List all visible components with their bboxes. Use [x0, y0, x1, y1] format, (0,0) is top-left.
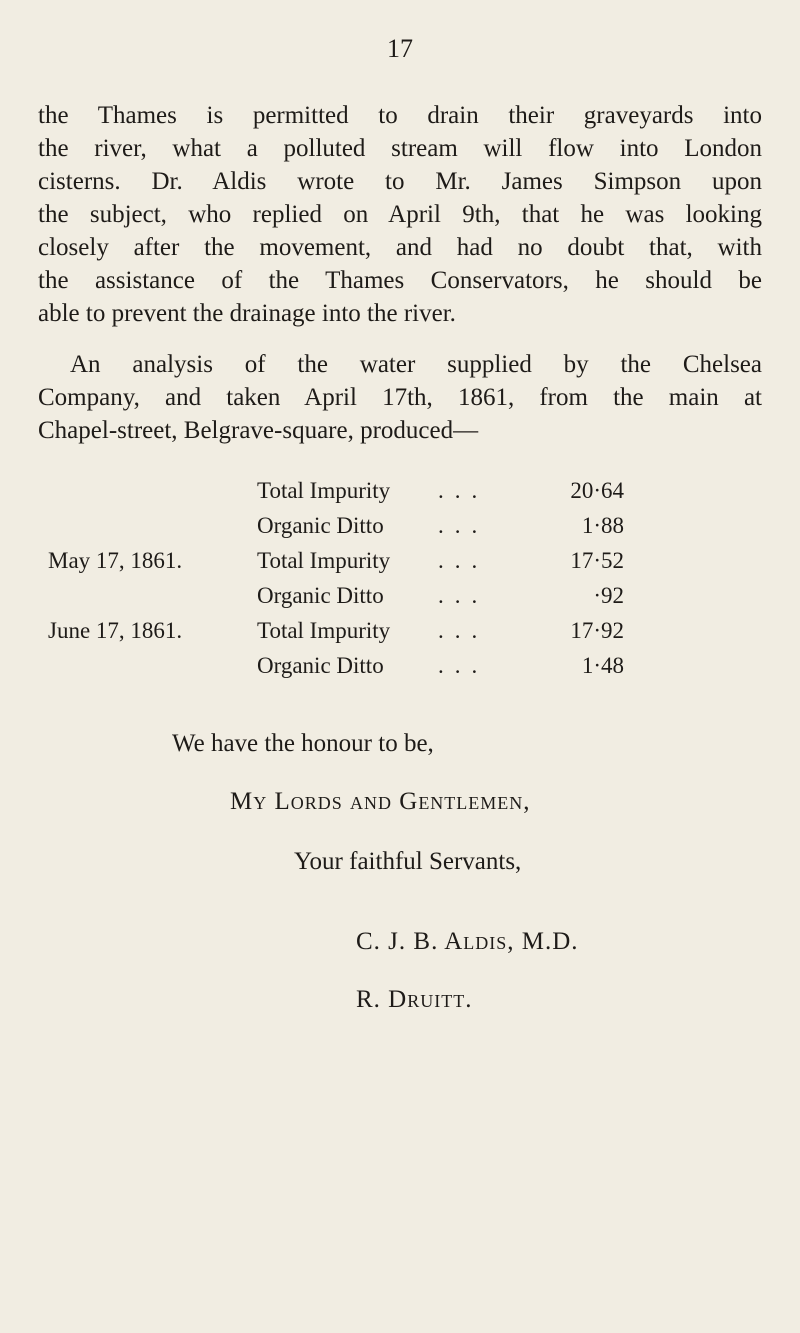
row-label: Organic Ditto	[257, 583, 384, 608]
text-line: the assistance of the Thames Conservators, he should be	[38, 267, 762, 294]
leader-dots: ...	[438, 653, 489, 678]
row-date: May 17, 1861.	[48, 548, 183, 573]
leader-dots: ...	[438, 478, 489, 503]
leader-dots: ...	[438, 513, 489, 538]
analysis-table	[0, 478, 800, 688]
text-line: the Thames is permitted to drain their graveyards into	[38, 102, 762, 129]
text-line: able to prevent the drainage into the river.	[38, 300, 456, 327]
page-number: 17	[387, 34, 413, 63]
text-line: An analysis of the water supplied by the Chelsea	[70, 351, 762, 378]
paragraph-1	[38, 99, 762, 330]
row-label: Total Impurity	[257, 548, 391, 573]
text-line: cisterns. Dr. Aldis wrote to Mr. James Simpson upon	[38, 168, 762, 195]
row-value: 1·48	[581, 653, 624, 678]
row-label: Organic Ditto	[257, 653, 384, 678]
closing-line: We have the honour to be,	[172, 730, 434, 757]
table-row	[0, 618, 800, 653]
row-value: 20·64	[570, 478, 624, 503]
table-row	[0, 583, 800, 618]
table-row	[0, 478, 800, 513]
row-label: Total Impurity	[257, 618, 391, 643]
table-row	[0, 653, 800, 688]
closing-line: Your faithful Servants,	[294, 848, 522, 875]
text-line: closely after the movement, and had no doubt that, with	[38, 234, 762, 261]
row-date: June 17, 1861.	[48, 618, 183, 643]
row-value: 17·52	[570, 548, 624, 573]
salutation: My Lords and Gentlemen,	[230, 788, 531, 815]
leader-dots: ...	[438, 618, 489, 643]
row-label: Organic Ditto	[257, 513, 384, 538]
leader-dots: ...	[438, 583, 489, 608]
row-label: Total Impurity	[257, 478, 391, 503]
table-row	[0, 548, 800, 583]
text-line: Chapel-street, Belgrave-square, produced—	[38, 417, 479, 444]
signature-druitt: R. Druitt.	[356, 986, 473, 1013]
paragraph-2	[38, 348, 762, 447]
table-row	[0, 513, 800, 548]
text-line: the river, what a polluted stream will flow into London	[38, 135, 762, 162]
text-line: Company, and taken April 17th, 1861, from the main at	[38, 384, 762, 411]
row-value: 1·88	[581, 513, 624, 538]
signature-aldis: C. J. B. Aldis, M.D.	[356, 928, 579, 955]
leader-dots: ...	[438, 548, 489, 573]
row-value: 17·92	[570, 618, 624, 643]
row-value: ·92	[593, 583, 624, 608]
text-line: the subject, who replied on April 9th, that he was looking	[38, 201, 762, 228]
